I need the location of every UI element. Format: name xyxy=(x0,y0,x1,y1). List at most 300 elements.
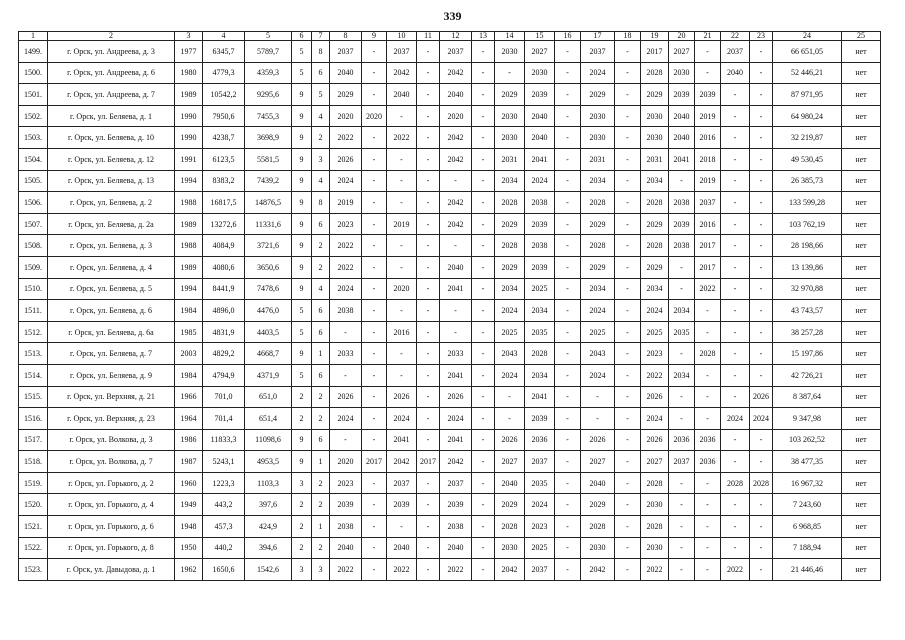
table-cell: г. Орск, ул. Горького, д. 6 xyxy=(48,516,175,538)
table-cell: - xyxy=(669,170,695,192)
table-cell: 2024 xyxy=(330,408,362,430)
table-cell: 2033 xyxy=(330,343,362,365)
table-cell: 2027 xyxy=(525,41,555,63)
table-cell: - xyxy=(472,127,495,149)
table-cell: - xyxy=(750,451,773,473)
table-cell: - xyxy=(555,256,581,278)
table-cell: - xyxy=(721,127,750,149)
table-cell: 2025 xyxy=(525,278,555,300)
table-cell: - xyxy=(362,41,387,63)
table-cell: 1994 xyxy=(175,278,203,300)
table-cell: - xyxy=(387,192,417,214)
table-cell: 651,4 xyxy=(245,408,292,430)
column-header: 2 xyxy=(48,32,175,41)
table-row xyxy=(19,62,881,84)
table-row xyxy=(19,472,881,494)
table-cell: нет xyxy=(842,170,881,192)
table-cell: - xyxy=(695,516,721,538)
table-cell: 3650,6 xyxy=(245,256,292,278)
table-cell: 2040 xyxy=(525,105,555,127)
table-row xyxy=(19,192,881,214)
table-cell: 9295,6 xyxy=(245,84,292,106)
table-cell: - xyxy=(750,278,773,300)
table-cell: - xyxy=(615,41,641,63)
table-cell: - xyxy=(417,386,440,408)
table-cell: 2017 xyxy=(641,41,669,63)
table-cell: 2042 xyxy=(440,451,472,473)
table-cell: 2034 xyxy=(495,278,525,300)
table-cell: - xyxy=(417,170,440,192)
table-cell: 2026 xyxy=(581,429,615,451)
table-cell: - xyxy=(750,537,773,559)
table-cell: - xyxy=(417,235,440,257)
table-cell: 2026 xyxy=(641,386,669,408)
table-cell: 2039 xyxy=(525,213,555,235)
table-cell: 1522. xyxy=(19,537,48,559)
table-cell: 2022 xyxy=(387,559,417,581)
table-cell: 6 968,85 xyxy=(773,516,842,538)
table-cell: - xyxy=(721,170,750,192)
table-row xyxy=(19,300,881,322)
table-cell: 2018 xyxy=(695,148,721,170)
table-cell: 32 219,87 xyxy=(773,127,842,149)
table-cell: 1964 xyxy=(175,408,203,430)
table-cell: - xyxy=(695,300,721,322)
table-cell: - xyxy=(750,364,773,386)
table-cell: 4668,7 xyxy=(245,343,292,365)
table-cell: 2023 xyxy=(641,343,669,365)
table-row xyxy=(19,41,881,63)
table-cell: - xyxy=(555,170,581,192)
table-cell: - xyxy=(387,364,417,386)
table-cell: - xyxy=(555,192,581,214)
table-cell: 2029 xyxy=(641,213,669,235)
table-cell: 2030 xyxy=(641,127,669,149)
table-cell: 2034 xyxy=(641,170,669,192)
table-cell: г. Орск, ул. Беляева, д. 9 xyxy=(48,364,175,386)
table-cell: 9 xyxy=(292,84,312,106)
table-cell: 2024 xyxy=(581,364,615,386)
table-cell: - xyxy=(695,537,721,559)
table-row xyxy=(19,364,881,386)
table-cell: 4359,3 xyxy=(245,62,292,84)
table-cell: 9 xyxy=(292,235,312,257)
table-cell: нет xyxy=(842,62,881,84)
table-cell: 2025 xyxy=(641,321,669,343)
table-cell: - xyxy=(417,559,440,581)
table-cell: 1514. xyxy=(19,364,48,386)
table-cell: - xyxy=(721,516,750,538)
table-cell: 2028 xyxy=(495,192,525,214)
table-cell: - xyxy=(555,494,581,516)
table-cell: - xyxy=(721,494,750,516)
table-cell: - xyxy=(362,213,387,235)
table-cell: 2037 xyxy=(525,451,555,473)
table-cell: 2037 xyxy=(387,41,417,63)
table-cell: 1987 xyxy=(175,451,203,473)
column-header: 25 xyxy=(842,32,881,41)
table-cell: 440,2 xyxy=(203,537,245,559)
table-cell: - xyxy=(750,105,773,127)
table-cell: - xyxy=(417,321,440,343)
table-cell: 2042 xyxy=(440,62,472,84)
table-cell: - xyxy=(472,559,495,581)
table-cell: - xyxy=(669,472,695,494)
table-cell: 2041 xyxy=(440,429,472,451)
table-cell: - xyxy=(362,408,387,430)
table-cell: 2030 xyxy=(641,105,669,127)
table-cell: 2038 xyxy=(525,235,555,257)
table-cell: 52 446,21 xyxy=(773,62,842,84)
table-cell: 2024 xyxy=(495,300,525,322)
table-cell: - xyxy=(362,127,387,149)
table-cell: г. Орск, ул. Беляева, д. 4 xyxy=(48,256,175,278)
table-cell: 2024 xyxy=(750,408,773,430)
table-cell: нет xyxy=(842,235,881,257)
table-cell: 2028 xyxy=(641,516,669,538)
table-cell: 2029 xyxy=(330,84,362,106)
table-cell: 4371,9 xyxy=(245,364,292,386)
table-cell: - xyxy=(417,127,440,149)
table-cell: 3 xyxy=(312,148,330,170)
table-cell: 1507. xyxy=(19,213,48,235)
table-cell: 2037 xyxy=(669,451,695,473)
table-cell: 2038 xyxy=(669,192,695,214)
table-cell: - xyxy=(669,343,695,365)
table-cell: 2029 xyxy=(641,256,669,278)
table-cell: 2030 xyxy=(495,127,525,149)
table-cell: 2041 xyxy=(440,278,472,300)
table-cell: 1515. xyxy=(19,386,48,408)
table-cell: - xyxy=(721,105,750,127)
table-cell: г. Орск, ул. Андреева, д. 7 xyxy=(48,84,175,106)
column-header: 13 xyxy=(472,32,495,41)
table-cell: 9 xyxy=(292,451,312,473)
table-cell: - xyxy=(555,516,581,538)
table-cell: 5 xyxy=(292,321,312,343)
table-cell: 2022 xyxy=(387,127,417,149)
table-cell: - xyxy=(417,537,440,559)
table-cell: - xyxy=(750,343,773,365)
table-cell: 2027 xyxy=(669,41,695,63)
table-cell: 16 967,32 xyxy=(773,472,842,494)
table-cell: - xyxy=(615,516,641,538)
table-cell: 9 xyxy=(292,278,312,300)
table-cell: нет xyxy=(842,105,881,127)
table-cell: - xyxy=(440,170,472,192)
table-cell: 9 xyxy=(292,256,312,278)
table-cell: - xyxy=(472,343,495,365)
table-cell: 1504. xyxy=(19,148,48,170)
table-cell: 1960 xyxy=(175,472,203,494)
table-cell: - xyxy=(417,343,440,365)
table-cell: 6 xyxy=(312,321,330,343)
table-cell: - xyxy=(472,429,495,451)
table-cell: 2022 xyxy=(330,256,362,278)
table-cell: - xyxy=(472,408,495,430)
table-cell: - xyxy=(472,472,495,494)
table-cell: - xyxy=(387,300,417,322)
table-cell: 7 243,60 xyxy=(773,494,842,516)
table-cell: 2029 xyxy=(581,256,615,278)
table-cell: 2037 xyxy=(721,41,750,63)
table-cell: - xyxy=(555,429,581,451)
table-cell: 2028 xyxy=(581,192,615,214)
table-cell: - xyxy=(669,559,695,581)
table-cell: - xyxy=(615,451,641,473)
table-cell: 2020 xyxy=(330,451,362,473)
table-cell: 2019 xyxy=(387,213,417,235)
column-header: 10 xyxy=(387,32,417,41)
table-cell: 2036 xyxy=(669,429,695,451)
table-cell: - xyxy=(750,170,773,192)
table-cell: 2028 xyxy=(695,343,721,365)
table-cell: 9 xyxy=(292,192,312,214)
table-cell: 2040 xyxy=(495,472,525,494)
table-cell: 2034 xyxy=(525,300,555,322)
table-cell: - xyxy=(721,300,750,322)
table-cell: - xyxy=(417,105,440,127)
table-cell: 2 xyxy=(292,494,312,516)
table-cell: 457,3 xyxy=(203,516,245,538)
table-cell: нет xyxy=(842,451,881,473)
table-cell: - xyxy=(330,429,362,451)
table-cell: - xyxy=(417,429,440,451)
table-cell: 2026 xyxy=(440,386,472,408)
table-cell: - xyxy=(615,321,641,343)
table-cell: 1994 xyxy=(175,170,203,192)
table-cell: 1223,3 xyxy=(203,472,245,494)
table-cell: - xyxy=(669,408,695,430)
table-cell: - xyxy=(417,192,440,214)
table-cell: 2040 xyxy=(387,537,417,559)
table-cell: 2034 xyxy=(525,364,555,386)
column-header: 19 xyxy=(641,32,669,41)
table-cell: 1 xyxy=(312,451,330,473)
table-cell: г. Орск, ул. Андреева, д. 6 xyxy=(48,62,175,84)
table-cell: - xyxy=(472,235,495,257)
table-cell: - xyxy=(750,494,773,516)
table-cell: 2039 xyxy=(440,494,472,516)
table-cell: 1986 xyxy=(175,429,203,451)
table-cell: 16817,5 xyxy=(203,192,245,214)
table-cell: 2034 xyxy=(669,364,695,386)
table-cell: 2027 xyxy=(581,451,615,473)
table-cell: 2039 xyxy=(669,84,695,106)
table-cell: - xyxy=(555,451,581,473)
table-cell: 2040 xyxy=(330,62,362,84)
table-cell: 2030 xyxy=(495,41,525,63)
table-cell: 2035 xyxy=(525,472,555,494)
table-cell: 2026 xyxy=(750,386,773,408)
table-cell: 2038 xyxy=(525,192,555,214)
table-row xyxy=(19,235,881,257)
table-cell: - xyxy=(615,494,641,516)
table-cell: 6 xyxy=(312,364,330,386)
table-cell: - xyxy=(362,321,387,343)
table-cell: г. Орск, ул. Беляева, д. 10 xyxy=(48,127,175,149)
table-cell: 4829,2 xyxy=(203,343,245,365)
table-cell: 2024 xyxy=(641,300,669,322)
column-header: 16 xyxy=(555,32,581,41)
table-cell: 1501. xyxy=(19,84,48,106)
table-cell: - xyxy=(472,170,495,192)
table-cell: - xyxy=(750,235,773,257)
table-cell: 2 xyxy=(292,516,312,538)
table-cell: 2037 xyxy=(330,41,362,63)
table-cell: 2029 xyxy=(495,494,525,516)
table-cell: - xyxy=(362,84,387,106)
table-cell: 3721,6 xyxy=(245,235,292,257)
table-cell: 2025 xyxy=(495,321,525,343)
table-cell: - xyxy=(669,494,695,516)
table-cell: 2020 xyxy=(330,105,362,127)
table-cell: - xyxy=(695,494,721,516)
table-cell: нет xyxy=(842,408,881,430)
table-cell: - xyxy=(615,429,641,451)
table-cell: 2040 xyxy=(440,256,472,278)
table-cell: - xyxy=(721,537,750,559)
table-cell: - xyxy=(615,213,641,235)
table-cell: 2016 xyxy=(695,127,721,149)
table-cell: 2034 xyxy=(581,278,615,300)
table-cell: - xyxy=(362,300,387,322)
table-cell: 2027 xyxy=(641,451,669,473)
table-cell: - xyxy=(615,559,641,581)
table-cell: 1980 xyxy=(175,62,203,84)
table-cell: - xyxy=(721,364,750,386)
table-cell: 1962 xyxy=(175,559,203,581)
table-cell: 2030 xyxy=(669,62,695,84)
column-header: 20 xyxy=(669,32,695,41)
table-cell: 1966 xyxy=(175,386,203,408)
table-cell: - xyxy=(362,429,387,451)
table-cell: - xyxy=(750,192,773,214)
table-cell: - xyxy=(362,170,387,192)
table-cell: 2037 xyxy=(387,472,417,494)
table-cell: 2030 xyxy=(581,537,615,559)
table-cell: - xyxy=(472,494,495,516)
table-cell: - xyxy=(417,472,440,494)
table-row xyxy=(19,559,881,581)
table-cell: - xyxy=(695,364,721,386)
table-cell: 2042 xyxy=(440,192,472,214)
table-cell: 2024 xyxy=(525,494,555,516)
table-cell: г. Орск, ул. Андреева, д. 3 xyxy=(48,41,175,63)
table-cell: 2030 xyxy=(495,105,525,127)
table-cell: - xyxy=(472,386,495,408)
table-cell: 651,0 xyxy=(245,386,292,408)
table-cell: 1984 xyxy=(175,364,203,386)
column-header: 3 xyxy=(175,32,203,41)
table-cell: - xyxy=(362,235,387,257)
table-cell: - xyxy=(495,386,525,408)
table-cell: 5 xyxy=(292,300,312,322)
table-cell: 2040 xyxy=(669,105,695,127)
table-cell: 701,0 xyxy=(203,386,245,408)
table-cell: - xyxy=(615,235,641,257)
table-cell: - xyxy=(362,494,387,516)
table-cell: - xyxy=(555,408,581,430)
table-cell: 2039 xyxy=(525,256,555,278)
table-cell: нет xyxy=(842,41,881,63)
table-cell: 2040 xyxy=(669,127,695,149)
table-cell: 2026 xyxy=(330,386,362,408)
table-cell: - xyxy=(362,537,387,559)
table-cell: - xyxy=(721,148,750,170)
table-cell: 3698,9 xyxy=(245,127,292,149)
table-cell: 66 651,05 xyxy=(773,41,842,63)
table-cell: 2017 xyxy=(417,451,440,473)
table-cell: 2030 xyxy=(641,494,669,516)
table-cell: 2037 xyxy=(581,41,615,63)
table-cell: 5243,1 xyxy=(203,451,245,473)
table-cell: 38 257,28 xyxy=(773,321,842,343)
table-cell: - xyxy=(362,62,387,84)
table-cell: 4084,9 xyxy=(203,235,245,257)
table-cell: 9 347,98 xyxy=(773,408,842,430)
table-cell: 2 xyxy=(312,537,330,559)
table-cell: 2022 xyxy=(330,127,362,149)
table-cell: 1977 xyxy=(175,41,203,63)
table-header xyxy=(19,32,881,41)
table-cell: - xyxy=(440,300,472,322)
table-cell: - xyxy=(555,148,581,170)
table-cell: г. Орск, ул. Беляева, д. 6 xyxy=(48,300,175,322)
table-cell: 28 198,66 xyxy=(773,235,842,257)
table-cell: - xyxy=(721,343,750,365)
table-cell: 4476,0 xyxy=(245,300,292,322)
table-cell: - xyxy=(695,559,721,581)
table-cell: 9 xyxy=(292,170,312,192)
table-cell: 2022 xyxy=(641,364,669,386)
table-cell: 43 743,57 xyxy=(773,300,842,322)
table-cell: - xyxy=(555,559,581,581)
table-cell: 2026 xyxy=(495,429,525,451)
table-cell: 103 762,19 xyxy=(773,213,842,235)
table-cell: 9 xyxy=(292,105,312,127)
table-cell: - xyxy=(417,148,440,170)
table-cell: 2029 xyxy=(495,84,525,106)
table-cell: 2031 xyxy=(495,148,525,170)
table-cell: - xyxy=(472,364,495,386)
table-cell: 2024 xyxy=(440,408,472,430)
table-cell: 2028 xyxy=(641,235,669,257)
table-cell: - xyxy=(615,343,641,365)
table-cell: - xyxy=(721,235,750,257)
table-cell: 2040 xyxy=(581,472,615,494)
table-cell: 5 xyxy=(312,84,330,106)
table-cell: 2028 xyxy=(581,516,615,538)
table-cell: 2035 xyxy=(669,321,695,343)
table-cell: 1988 xyxy=(175,235,203,257)
table-row xyxy=(19,321,881,343)
table-cell: - xyxy=(721,256,750,278)
table-cell: 2028 xyxy=(641,62,669,84)
table-cell: - xyxy=(362,148,387,170)
table-cell: 2028 xyxy=(721,472,750,494)
table-cell: - xyxy=(417,41,440,63)
table-cell: 2038 xyxy=(440,516,472,538)
table-cell: нет xyxy=(842,300,881,322)
table-cell: 4779,3 xyxy=(203,62,245,84)
table-cell: - xyxy=(472,516,495,538)
table-cell: 2041 xyxy=(669,148,695,170)
table-cell: 2024 xyxy=(330,278,362,300)
table-cell: 38 477,35 xyxy=(773,451,842,473)
table-cell: - xyxy=(555,278,581,300)
table-cell: 2031 xyxy=(581,148,615,170)
